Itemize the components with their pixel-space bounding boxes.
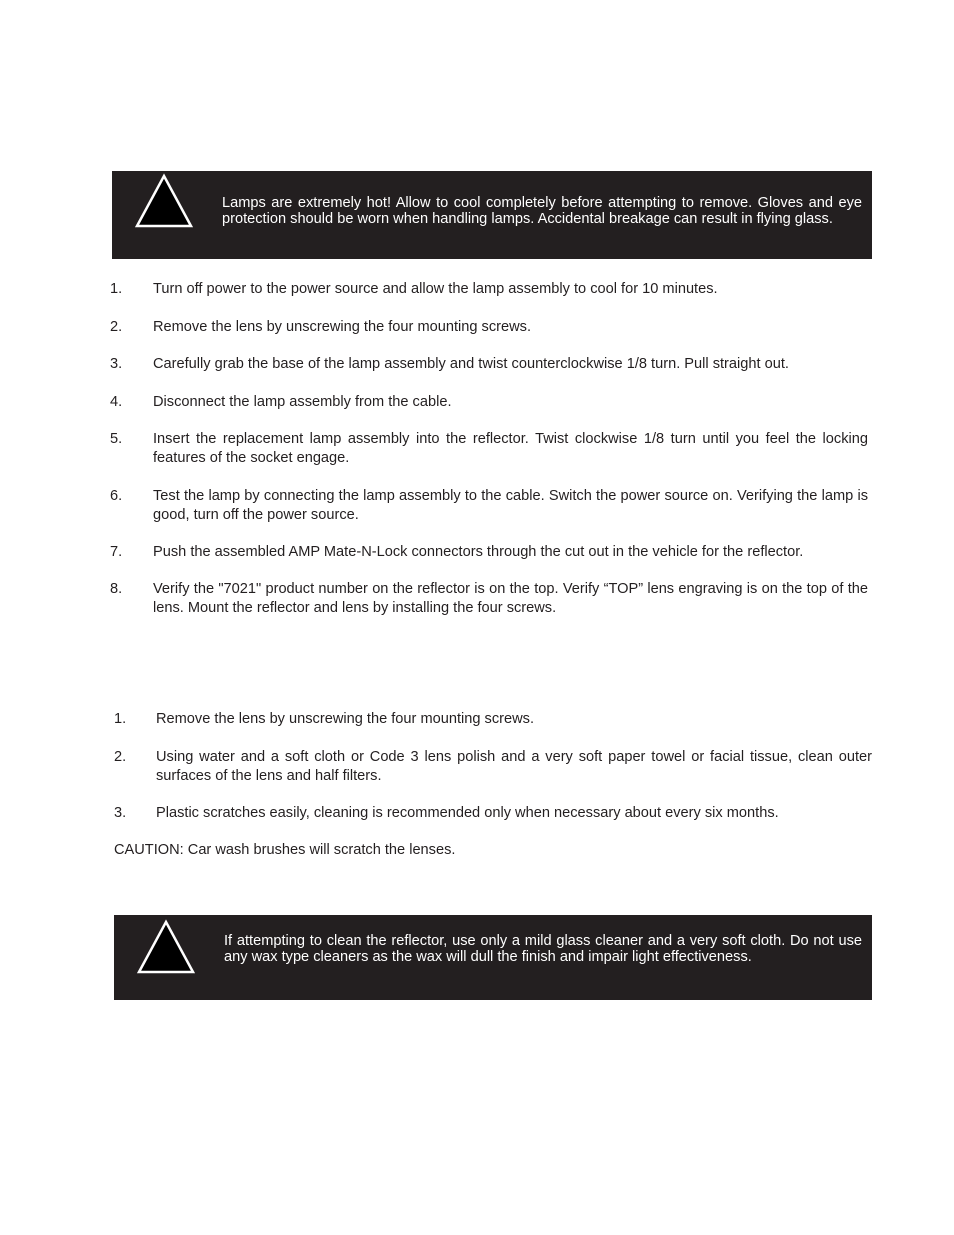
warning-triangle-icon <box>134 173 194 229</box>
step-number: 3. <box>110 356 123 372</box>
warning-text: If attempting to clean the reflector, use only a mild glass cleaner and a very soft cloth. Do not use any wax type cleaners as the wax will dull the finish and impair light effectiveness. <box>224 933 862 965</box>
step-number: 4. <box>110 394 123 410</box>
warning-triangle-icon <box>136 919 196 975</box>
step-number: 3. <box>114 805 127 821</box>
step-number: 7. <box>110 544 123 560</box>
step-text: Disconnect the lamp assembly from the cable. <box>153 394 452 410</box>
step-number: 6. <box>110 488 123 504</box>
step-text: Verify the "7021" product number on the reflector is on the top. Verify “TOP” lens engraving is on the top of the lens. Mount the reflector and lens by installing the four screws. <box>153 581 868 616</box>
warning-box-reflector-cleaning <box>114 915 872 1000</box>
step-number: 1. <box>114 711 127 727</box>
step-number: 1. <box>110 281 123 297</box>
step-number: 8. <box>110 581 123 597</box>
step-text: Insert the replacement lamp assembly into the reflector. Twist clockwise 1/8 turn until you feel the locking features of the socket engage. <box>153 431 868 466</box>
step-number: 5. <box>110 431 123 447</box>
step-number: 2. <box>110 319 123 335</box>
caution-note: CAUTION: Car wash brushes will scratch the lenses. <box>114 842 456 858</box>
step-text: Carefully grab the base of the lamp assembly and twist counterclockwise 1/8 turn. Pull straight out. <box>153 356 789 372</box>
step-number: 2. <box>114 749 127 765</box>
step-text: Push the assembled AMP Mate-N-Lock connectors through the cut out in the vehicle for the reflector. <box>153 544 804 560</box>
step-text: Plastic scratches easily, cleaning is recommended only when necessary about every six months. <box>156 805 779 821</box>
step-text: Turn off power to the power source and allow the lamp assembly to cool for 10 minutes. <box>153 281 718 297</box>
step-text: Remove the lens by unscrewing the four mounting screws. <box>153 319 531 335</box>
step-text: Test the lamp by connecting the lamp assembly to the cable. Switch the power source on. Verifying the lamp is good, turn off the power source. <box>153 488 868 523</box>
step-text: Remove the lens by unscrewing the four mounting screws. <box>156 711 534 727</box>
warning-box-lamps-hot <box>112 171 872 259</box>
step-text: Using water and a soft cloth or Code 3 lens polish and a very soft paper towel or facial tissue, clean outer surfaces of the lens and half filters. <box>156 749 872 784</box>
warning-text: Lamps are extremely hot! Allow to cool completely before attempting to remove. Gloves and eye protection should be worn when handling lamps. Accidental breakage can result in flying glass. <box>222 195 862 227</box>
